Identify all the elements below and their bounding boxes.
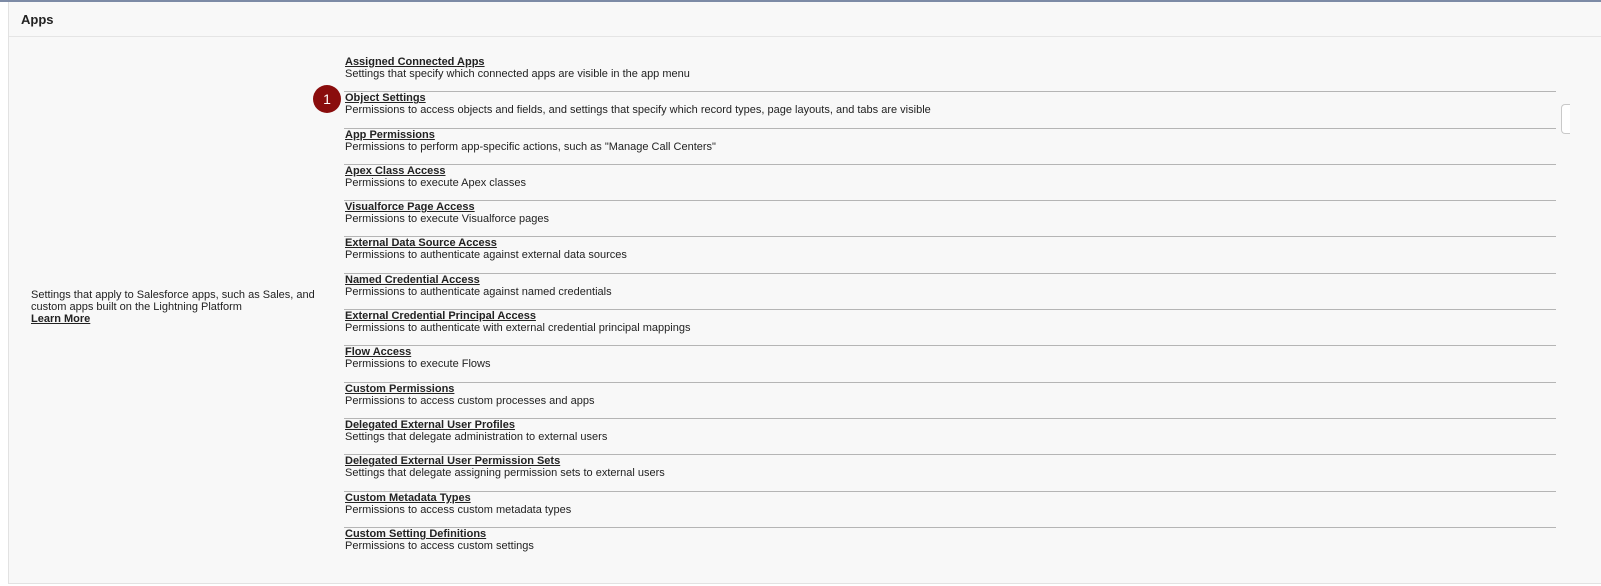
- step-number-badge: 1: [313, 85, 341, 113]
- list-item-named-credential-access: [344, 274, 1556, 310]
- flow-access-link[interactable]: Flow Access: [345, 346, 412, 359]
- item-description: Permissions to access custom settings: [345, 539, 534, 552]
- custom-permissions-link[interactable]: Custom Permissions: [345, 382, 455, 395]
- item-description: Permissions to execute Flows: [345, 358, 491, 371]
- item-description: Permissions to authenticate with external credential principal mappings: [345, 322, 691, 335]
- item-description: Permissions to authenticate against named credentials: [345, 285, 612, 298]
- side-panel-handle[interactable]: [1561, 104, 1570, 134]
- settings-list: [344, 56, 1556, 564]
- list-item-custom-permissions: [344, 383, 1556, 419]
- item-description: Permissions to perform app-specific actions, such as "Manage Call Centers": [345, 140, 716, 153]
- page-title: Apps: [21, 12, 54, 27]
- list-item-flow-access: [344, 346, 1556, 382]
- item-description: Permissions to access objects and fields, and settings that specify which record types, page layouts, and tabs are visible: [345, 104, 931, 117]
- item-description: Settings that specify which connected apps are visible in the app menu: [345, 68, 690, 80]
- section-description-text: Settings that apply to Salesforce apps, such as Sales, and custom apps built on the Lightning Platform: [31, 289, 315, 313]
- item-description: Settings that delegate assigning permission sets to external users: [345, 467, 665, 480]
- list-item-custom-setting-definitions: [344, 528, 1556, 564]
- item-description: Permissions to access custom metadata types: [345, 503, 572, 516]
- list-item-external-credential-principal-access: [344, 310, 1556, 346]
- item-description: Settings that delegate administration to external users: [345, 430, 608, 443]
- item-description: Permissions to execute Apex classes: [345, 176, 526, 189]
- item-description: Permissions to access custom processes and apps: [345, 394, 595, 407]
- delegated-external-user-profiles-link[interactable]: Delegated External User Profiles: [345, 418, 515, 431]
- panel-header: [9, 2, 1601, 37]
- custom-metadata-types-link[interactable]: Custom Metadata Types: [345, 491, 471, 504]
- list-item-delegated-external-user-profiles: [344, 419, 1556, 455]
- list-item-custom-metadata-types: [344, 492, 1556, 528]
- app-permissions-link[interactable]: App Permissions: [345, 128, 435, 141]
- apex-class-access-link[interactable]: Apex Class Access: [345, 164, 446, 177]
- list-item-delegated-external-user-permission-sets: [344, 455, 1556, 491]
- visualforce-page-access-link[interactable]: Visualforce Page Access: [345, 201, 475, 214]
- delegated-external-user-permission-sets-link[interactable]: Delegated External User Permission Sets: [345, 455, 561, 468]
- external-data-source-access-link[interactable]: External Data Source Access: [345, 237, 497, 250]
- item-description: Permissions to authenticate against external data sources: [345, 249, 627, 262]
- object-settings-link[interactable]: Object Settings: [345, 92, 426, 105]
- item-description: Permissions to execute Visualforce pages: [345, 213, 550, 226]
- custom-setting-definitions-link[interactable]: Custom Setting Definitions: [345, 527, 487, 540]
- list-item-external-data-source-access: [344, 237, 1556, 273]
- list-item-apex-class-access: [344, 165, 1556, 201]
- list-item-visualforce-page-access: [344, 201, 1556, 237]
- list-item-assigned-connected-apps: [344, 56, 1556, 92]
- external-credential-principal-access-link[interactable]: External Credential Principal Access: [345, 310, 536, 323]
- list-item-app-permissions: [344, 129, 1556, 165]
- apps-panel: [8, 2, 1601, 584]
- named-credential-access-link[interactable]: Named Credential Access: [345, 273, 480, 286]
- section-description: [31, 289, 331, 325]
- assigned-connected-apps-link[interactable]: Assigned Connected Apps: [345, 56, 485, 68]
- list-item-object-settings: [344, 92, 1556, 128]
- learn-more-link[interactable]: Learn More: [31, 313, 91, 325]
